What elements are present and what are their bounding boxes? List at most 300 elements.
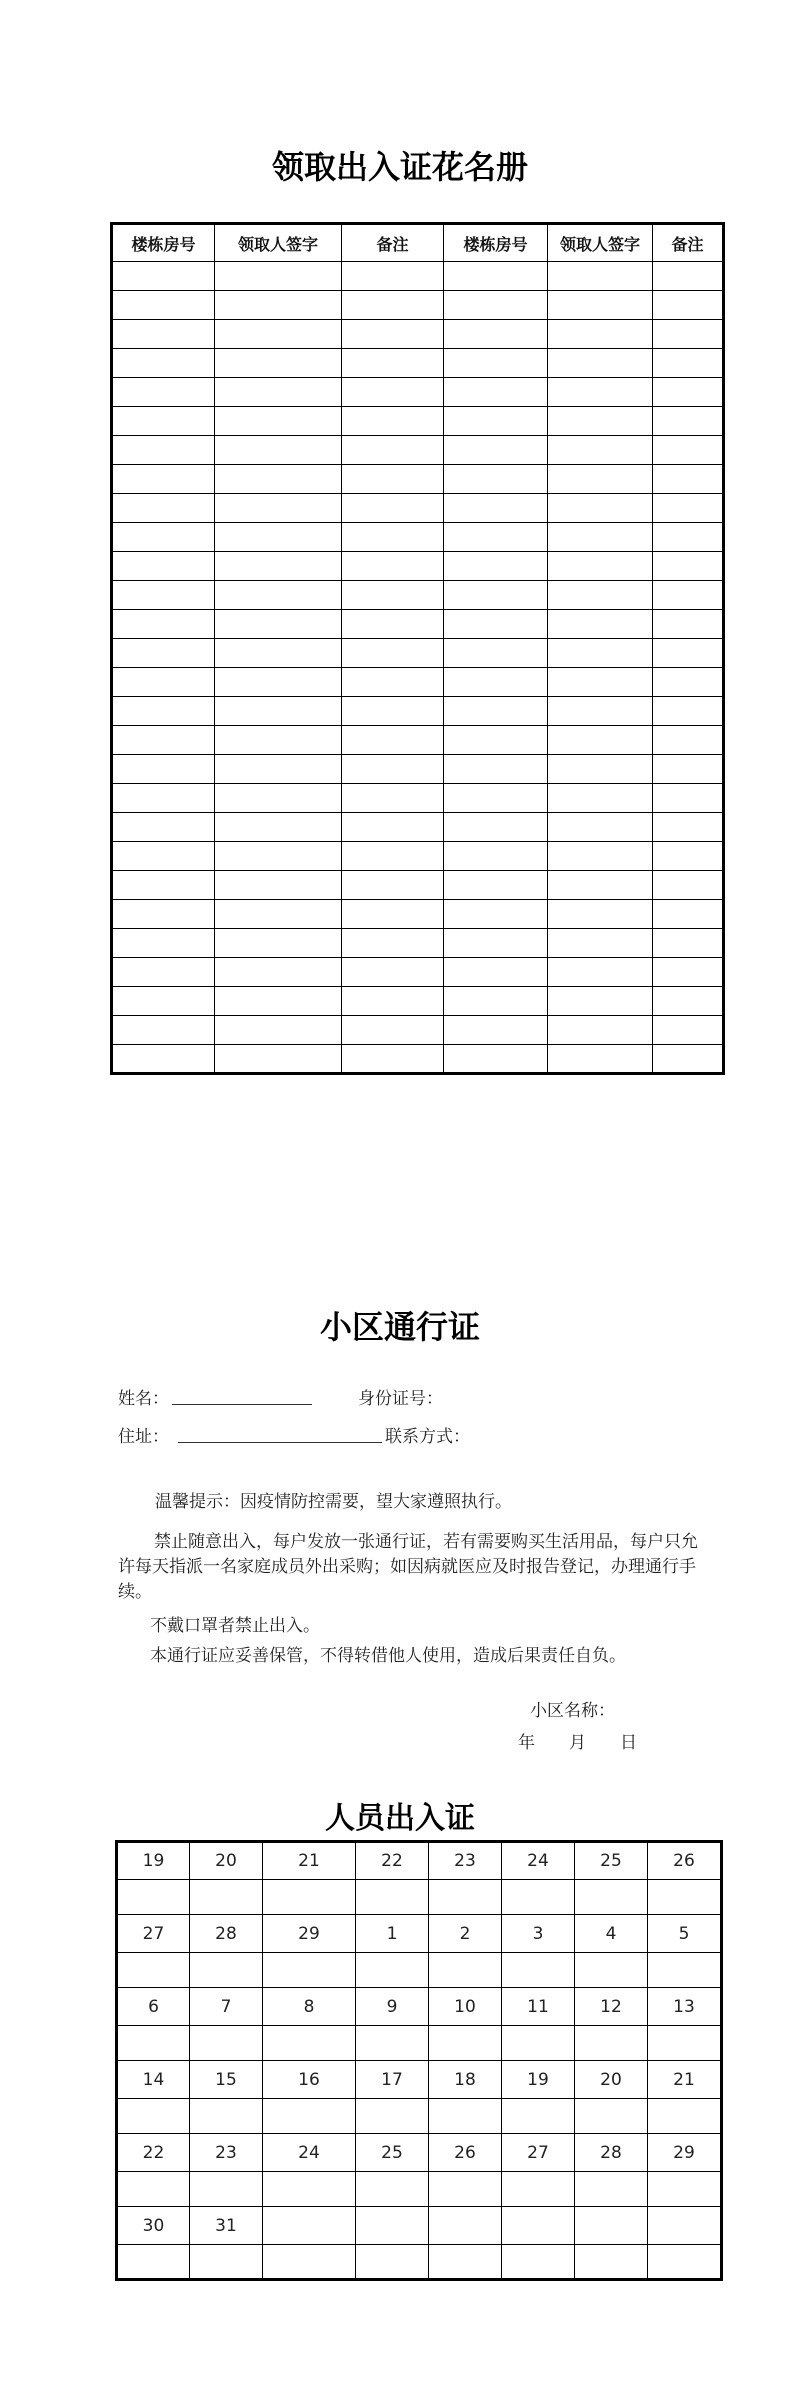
calendar-sign-cell[interactable] <box>117 2172 190 2207</box>
roster-cell[interactable] <box>444 842 548 871</box>
roster-cell[interactable] <box>342 784 444 813</box>
rule-text-3: 本通行证应妥善保管，不得转借他人使用，造成后果责任自负。 <box>150 1646 626 1666</box>
roster-cell[interactable] <box>444 1016 548 1045</box>
calendar-date: 27 <box>502 2134 575 2172</box>
roster-cell[interactable] <box>215 1045 342 1074</box>
rule-text-1: 禁止随意出入，每户发放一张通行证，若有需要购买生活用品，每户只允许每天指派一名家庭成员外出采购；如因病就医应及时报告登记，办理通行手续。 <box>118 1532 698 1602</box>
roster-cell[interactable] <box>444 523 548 552</box>
roster-cell[interactable] <box>112 349 215 378</box>
roster-cell[interactable] <box>215 784 342 813</box>
roster-cell[interactable] <box>342 1045 444 1074</box>
roster-cell[interactable] <box>444 291 548 320</box>
calendar-sign-cell[interactable] <box>117 1953 190 1988</box>
roster-cell[interactable] <box>215 1016 342 1045</box>
roster-cell[interactable] <box>653 378 724 407</box>
roster-cell[interactable] <box>342 610 444 639</box>
calendar-date: 17 <box>356 2061 429 2099</box>
roster-cell[interactable] <box>548 726 653 755</box>
calendar-sign-cell[interactable] <box>117 2245 190 2280</box>
roster-cell[interactable] <box>342 291 444 320</box>
calendar-date-row <box>117 1988 722 2026</box>
calendar-date: 18 <box>429 2061 502 2099</box>
calendar-sign-cell[interactable] <box>190 2172 263 2207</box>
roster-cell[interactable] <box>215 610 342 639</box>
log-title: 人员出入证 <box>325 1801 475 1836</box>
roster-cell[interactable] <box>548 465 653 494</box>
calendar-sign-cell[interactable] <box>356 1880 429 1915</box>
calendar-sign-cell[interactable] <box>502 2099 575 2134</box>
calendar-sign-cell[interactable] <box>648 1880 722 1915</box>
roster-row <box>112 958 724 987</box>
roster-cell[interactable] <box>112 523 215 552</box>
calendar-date: 11 <box>502 1988 575 2026</box>
roster-cell[interactable] <box>548 842 653 871</box>
roster-cell[interactable] <box>215 378 342 407</box>
roster-cell[interactable] <box>653 842 724 871</box>
roster-cell[interactable] <box>444 900 548 929</box>
calendar-sign-cell[interactable] <box>502 2026 575 2061</box>
entry-log-calendar <box>115 1840 723 2281</box>
calendar-sign-cell[interactable] <box>263 2245 356 2280</box>
calendar-date: 19 <box>502 2061 575 2099</box>
roster-cell[interactable] <box>215 320 342 349</box>
calendar-date: 26 <box>429 2134 502 2172</box>
roster-cell[interactable] <box>215 755 342 784</box>
calendar-sign-cell[interactable] <box>263 1880 356 1915</box>
roster-cell[interactable] <box>112 494 215 523</box>
calendar-sign-cell[interactable] <box>575 2099 648 2134</box>
roster-cell[interactable] <box>112 1016 215 1045</box>
roster-cell[interactable] <box>548 291 653 320</box>
roster-cell[interactable] <box>112 726 215 755</box>
roster-cell[interactable] <box>342 639 444 668</box>
calendar-sign-cell[interactable] <box>190 2099 263 2134</box>
roster-cell[interactable] <box>653 1045 724 1074</box>
roster-cell[interactable] <box>215 900 342 929</box>
roster-cell[interactable] <box>653 755 724 784</box>
calendar-sign-cell[interactable] <box>575 1953 648 1988</box>
roster-cell[interactable] <box>444 378 548 407</box>
calendar-date: 8 <box>263 1988 356 2026</box>
calendar-date: 13 <box>648 1988 722 2026</box>
calendar-sign-cell[interactable] <box>502 1880 575 1915</box>
roster-cell[interactable] <box>112 465 215 494</box>
roster-cell[interactable] <box>342 378 444 407</box>
roster-row <box>112 842 724 871</box>
roster-cell[interactable] <box>215 407 342 436</box>
roster-cell[interactable] <box>112 871 215 900</box>
roster-cell[interactable] <box>444 262 548 291</box>
roster-cell[interactable] <box>342 581 444 610</box>
calendar-sign-cell[interactable] <box>263 1953 356 1988</box>
roster-cell[interactable] <box>444 871 548 900</box>
calendar-sign-cell[interactable] <box>502 1953 575 1988</box>
calendar-sign-cell[interactable] <box>190 1880 263 1915</box>
roster-cell[interactable] <box>215 639 342 668</box>
roster-cell[interactable] <box>342 436 444 465</box>
roster-cell[interactable] <box>653 1016 724 1045</box>
calendar-date: 21 <box>263 1842 356 1880</box>
roster-cell[interactable] <box>342 900 444 929</box>
roster-cell[interactable] <box>215 465 342 494</box>
calendar-date: 25 <box>575 1842 648 1880</box>
calendar-date: 6 <box>117 1988 190 2026</box>
roster-cell[interactable] <box>444 958 548 987</box>
roster-cell[interactable] <box>548 987 653 1016</box>
roster-cell[interactable] <box>112 291 215 320</box>
roster-cell[interactable] <box>548 581 653 610</box>
header-remarks: 备注 <box>342 224 444 262</box>
calendar-sign-cell[interactable] <box>429 1880 502 1915</box>
roster-title: 领取出入证花名册 <box>271 148 528 186</box>
roster-cell[interactable] <box>444 610 548 639</box>
roster-cell[interactable] <box>112 581 215 610</box>
roster-cell[interactable] <box>112 987 215 1016</box>
date-line: 年 月 日 <box>518 1733 637 1753</box>
calendar-date: 10 <box>429 1988 502 2026</box>
roster-cell[interactable] <box>444 813 548 842</box>
calendar-sign-cell[interactable] <box>648 2026 722 2061</box>
roster-cell[interactable] <box>548 552 653 581</box>
calendar-date <box>263 2207 356 2245</box>
roster-cell[interactable] <box>548 813 653 842</box>
roster-cell[interactable] <box>548 378 653 407</box>
roster-cell[interactable] <box>653 436 724 465</box>
roster-cell[interactable] <box>653 958 724 987</box>
roster-cell[interactable] <box>215 523 342 552</box>
roster-cell[interactable] <box>444 697 548 726</box>
roster-cell[interactable] <box>215 291 342 320</box>
roster-cell[interactable] <box>548 639 653 668</box>
roster-cell[interactable] <box>342 262 444 291</box>
roster-row <box>112 929 724 958</box>
calendar-sign-cell[interactable] <box>429 2026 502 2061</box>
calendar-date: 3 <box>502 1915 575 1953</box>
calendar-date: 1 <box>356 1915 429 1953</box>
roster-cell[interactable] <box>548 784 653 813</box>
roster-cell[interactable] <box>653 871 724 900</box>
roster-cell[interactable] <box>112 552 215 581</box>
calendar-sign-cell[interactable] <box>190 2026 263 2061</box>
roster-cell[interactable] <box>215 262 342 291</box>
roster-cell[interactable] <box>342 987 444 1016</box>
calendar-sign-cell[interactable] <box>263 2099 356 2134</box>
roster-cell[interactable] <box>112 929 215 958</box>
roster-cell[interactable] <box>112 407 215 436</box>
roster-cell[interactable] <box>444 494 548 523</box>
roster-cell[interactable] <box>653 320 724 349</box>
roster-cell[interactable] <box>548 668 653 697</box>
roster-row <box>112 436 724 465</box>
roster-cell[interactable] <box>342 465 444 494</box>
roster-cell[interactable] <box>215 813 342 842</box>
roster-cell[interactable] <box>215 581 342 610</box>
roster-cell[interactable] <box>444 755 548 784</box>
roster-cell[interactable] <box>215 349 342 378</box>
roster-cell[interactable] <box>112 1045 215 1074</box>
roster-cell[interactable] <box>653 523 724 552</box>
roster-cell[interactable] <box>548 262 653 291</box>
roster-cell[interactable] <box>112 320 215 349</box>
calendar-date <box>648 2207 722 2245</box>
roster-cell[interactable] <box>112 436 215 465</box>
calendar-sign-row <box>117 1880 722 1915</box>
calendar-sign-cell[interactable] <box>575 2245 648 2280</box>
name-field[interactable] <box>172 1404 312 1405</box>
calendar-sign-cell[interactable] <box>263 2026 356 2061</box>
calendar-date: 29 <box>648 2134 722 2172</box>
calendar-sign-cell[interactable] <box>356 2026 429 2061</box>
roster-cell[interactable] <box>653 407 724 436</box>
roster-cell[interactable] <box>444 320 548 349</box>
calendar-sign-cell[interactable] <box>356 2099 429 2134</box>
roster-cell[interactable] <box>653 262 724 291</box>
roster-cell[interactable] <box>653 929 724 958</box>
roster-cell[interactable] <box>444 1045 548 1074</box>
roster-cell[interactable] <box>444 929 548 958</box>
roster-cell[interactable] <box>112 900 215 929</box>
calendar-date: 23 <box>429 1842 502 1880</box>
contact-label: 联系方式： <box>385 1427 470 1447</box>
roster-cell[interactable] <box>653 784 724 813</box>
roster-cell[interactable] <box>653 581 724 610</box>
calendar-date: 12 <box>575 1988 648 2026</box>
roster-row <box>112 610 724 639</box>
calendar-date: 22 <box>356 1842 429 1880</box>
calendar-sign-cell[interactable] <box>648 2099 722 2134</box>
name-label: 姓名： <box>118 1389 169 1409</box>
roster-cell[interactable] <box>215 726 342 755</box>
roster-cell[interactable] <box>215 436 342 465</box>
roster-cell[interactable] <box>653 610 724 639</box>
roster-cell[interactable] <box>444 726 548 755</box>
roster-cell[interactable] <box>548 349 653 378</box>
roster-cell[interactable] <box>342 755 444 784</box>
calendar-sign-cell[interactable] <box>429 2172 502 2207</box>
roster-cell[interactable] <box>653 987 724 1016</box>
roster-cell[interactable] <box>215 697 342 726</box>
calendar-date: 14 <box>117 2061 190 2099</box>
calendar-date-row <box>117 2207 722 2245</box>
roster-row <box>112 697 724 726</box>
roster-cell[interactable] <box>112 958 215 987</box>
calendar-sign-cell[interactable] <box>648 2245 722 2280</box>
roster-cell[interactable] <box>548 1016 653 1045</box>
roster-header-row <box>112 224 724 262</box>
roster-row <box>112 552 724 581</box>
rule-text-2: 不戴口罩者禁止出入。 <box>150 1616 320 1636</box>
calendar-sign-cell[interactable] <box>502 2245 575 2280</box>
roster-cell[interactable] <box>112 842 215 871</box>
roster-cell[interactable] <box>548 929 653 958</box>
roster-cell[interactable] <box>548 1045 653 1074</box>
roster-cell[interactable] <box>215 987 342 1016</box>
calendar-sign-cell[interactable] <box>429 1953 502 1988</box>
roster-cell[interactable] <box>342 1016 444 1045</box>
roster-cell[interactable] <box>653 668 724 697</box>
calendar-sign-cell[interactable] <box>356 2172 429 2207</box>
calendar-sign-cell[interactable] <box>117 2026 190 2061</box>
header-remarks: 备注 <box>653 224 724 262</box>
roster-cell[interactable] <box>653 813 724 842</box>
roster-cell[interactable] <box>342 523 444 552</box>
roster-row <box>112 494 724 523</box>
calendar-sign-cell[interactable] <box>356 1953 429 1988</box>
roster-cell[interactable] <box>653 552 724 581</box>
calendar-sign-cell[interactable] <box>429 2245 502 2280</box>
roster-cell[interactable] <box>215 552 342 581</box>
roster-cell[interactable] <box>548 958 653 987</box>
calendar-sign-cell[interactable] <box>575 2026 648 2061</box>
roster-cell[interactable] <box>342 726 444 755</box>
roster-cell[interactable] <box>653 900 724 929</box>
roster-cell[interactable] <box>215 929 342 958</box>
calendar-sign-cell[interactable] <box>190 1953 263 1988</box>
roster-cell[interactable] <box>112 697 215 726</box>
roster-row <box>112 987 724 1016</box>
roster-cell[interactable] <box>444 784 548 813</box>
calendar-sign-cell[interactable] <box>648 1953 722 1988</box>
roster-cell[interactable] <box>653 465 724 494</box>
calendar-sign-cell[interactable] <box>575 2172 648 2207</box>
roster-cell[interactable] <box>548 523 653 552</box>
calendar-date: 20 <box>190 1842 263 1880</box>
roster-cell[interactable] <box>342 349 444 378</box>
roster-cell[interactable] <box>342 494 444 523</box>
roster-cell[interactable] <box>342 842 444 871</box>
roster-cell[interactable] <box>112 610 215 639</box>
roster-cell[interactable] <box>112 668 215 697</box>
calendar-sign-cell[interactable] <box>190 2245 263 2280</box>
calendar-sign-cell[interactable] <box>502 2172 575 2207</box>
roster-table <box>110 222 725 1075</box>
roster-cell[interactable] <box>653 349 724 378</box>
calendar-sign-cell[interactable] <box>648 2172 722 2207</box>
roster-row <box>112 291 724 320</box>
pass-title: 小区通行证 <box>319 1308 480 1346</box>
calendar-date <box>502 2207 575 2245</box>
roster-cell[interactable] <box>653 726 724 755</box>
header-recipient-signature: 领取人签字 <box>548 224 653 262</box>
roster-cell[interactable] <box>342 668 444 697</box>
calendar-sign-cell[interactable] <box>263 2172 356 2207</box>
roster-cell[interactable] <box>548 871 653 900</box>
roster-cell[interactable] <box>342 320 444 349</box>
roster-cell[interactable] <box>548 436 653 465</box>
calendar-sign-cell[interactable] <box>117 1880 190 1915</box>
roster-cell[interactable] <box>653 494 724 523</box>
roster-row <box>112 378 724 407</box>
calendar-date-row <box>117 1915 722 1953</box>
roster-cell[interactable] <box>215 494 342 523</box>
roster-cell[interactable] <box>444 436 548 465</box>
calendar-sign-cell[interactable] <box>575 1880 648 1915</box>
roster-cell[interactable] <box>112 784 215 813</box>
calendar-date: 9 <box>356 1988 429 2026</box>
roster-cell[interactable] <box>112 639 215 668</box>
calendar-sign-cell[interactable] <box>356 2245 429 2280</box>
roster-cell[interactable] <box>112 755 215 784</box>
roster-cell[interactable] <box>653 291 724 320</box>
roster-row <box>112 900 724 929</box>
roster-cell[interactable] <box>653 639 724 668</box>
roster-cell[interactable] <box>215 958 342 987</box>
roster-cell[interactable] <box>112 813 215 842</box>
roster-cell[interactable] <box>342 552 444 581</box>
roster-row <box>112 262 724 291</box>
roster-cell[interactable] <box>444 349 548 378</box>
roster-row <box>112 726 724 755</box>
roster-cell[interactable] <box>548 320 653 349</box>
calendar-sign-cell[interactable] <box>429 2099 502 2134</box>
roster-cell[interactable] <box>444 552 548 581</box>
roster-cell[interactable] <box>215 842 342 871</box>
calendar-date: 28 <box>575 2134 648 2172</box>
id-label: 身份证号： <box>358 1389 443 1409</box>
roster-cell[interactable] <box>112 378 215 407</box>
roster-cell[interactable] <box>342 697 444 726</box>
roster-row <box>112 784 724 813</box>
roster-cell[interactable] <box>444 581 548 610</box>
roster-cell[interactable] <box>548 697 653 726</box>
roster-cell[interactable] <box>548 755 653 784</box>
roster-cell[interactable] <box>444 465 548 494</box>
roster-cell[interactable] <box>444 639 548 668</box>
roster-cell[interactable] <box>215 668 342 697</box>
calendar-date: 5 <box>648 1915 722 1953</box>
calendar-date: 29 <box>263 1915 356 1953</box>
calendar-sign-row <box>117 2172 722 2207</box>
calendar-sign-row <box>117 1953 722 1988</box>
roster-row <box>112 1016 724 1045</box>
roster-cell[interactable] <box>342 871 444 900</box>
roster-cell[interactable] <box>342 813 444 842</box>
roster-row <box>112 581 724 610</box>
reminder-text: 温馨提示：因疫情防控需要，望大家遵照执行。 <box>155 1492 512 1512</box>
roster-cell[interactable] <box>215 871 342 900</box>
roster-row <box>112 639 724 668</box>
roster-cell[interactable] <box>112 262 215 291</box>
calendar-date: 2 <box>429 1915 502 1953</box>
roster-cell[interactable] <box>548 407 653 436</box>
roster-row <box>112 813 724 842</box>
roster-cell[interactable] <box>444 987 548 1016</box>
calendar-date: 24 <box>263 2134 356 2172</box>
roster-cell[interactable] <box>342 407 444 436</box>
roster-cell[interactable] <box>548 610 653 639</box>
roster-cell[interactable] <box>548 494 653 523</box>
calendar-date: 7 <box>190 1988 263 2026</box>
roster-cell[interactable] <box>444 407 548 436</box>
roster-cell[interactable] <box>342 958 444 987</box>
address-field[interactable] <box>178 1442 382 1443</box>
roster-row <box>112 407 724 436</box>
community-name-label: 小区名称： <box>530 1701 615 1721</box>
roster-cell[interactable] <box>444 668 548 697</box>
roster-cell[interactable] <box>653 697 724 726</box>
calendar-sign-cell[interactable] <box>117 2099 190 2134</box>
roster-cell[interactable] <box>342 929 444 958</box>
calendar-date: 26 <box>648 1842 722 1880</box>
calendar-date-row <box>117 2061 722 2099</box>
calendar-date: 30 <box>117 2207 190 2245</box>
roster-cell[interactable] <box>548 900 653 929</box>
header-building-room: 楼栋房号 <box>112 224 215 262</box>
calendar-date: 16 <box>263 2061 356 2099</box>
calendar-date: 20 <box>575 2061 648 2099</box>
calendar-date: 15 <box>190 2061 263 2099</box>
calendar-sign-row <box>117 2026 722 2061</box>
